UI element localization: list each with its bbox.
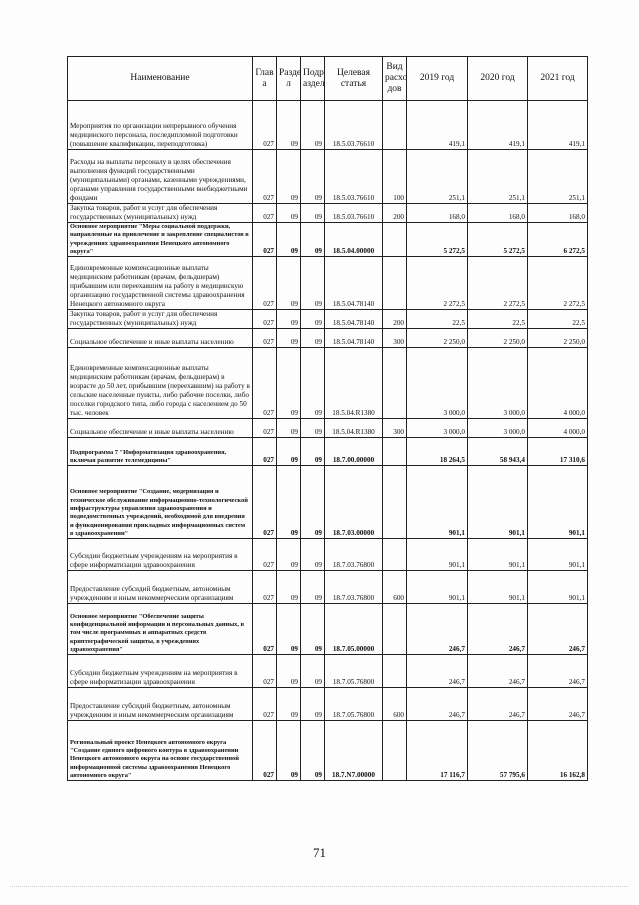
row-2020-value: 901,1 <box>468 571 528 604</box>
row-section-cell: 09 <box>277 438 301 466</box>
row-chapter-cell: 027 <box>253 721 277 781</box>
col-header-expense-type: Вид расхо дов <box>383 57 407 101</box>
row-2019-value: 3 000,0 <box>407 348 468 419</box>
row-subsection-cell: 09 <box>301 257 325 310</box>
row-2020-value: 246,7 <box>468 604 528 655</box>
row-name-cell: Основное мероприятие "Меры социальной поддержки, направленные на привлечение и закрепление специалистов в учреждениях здравоохранения Ненецкого автономного округа" <box>68 223 253 257</box>
row-section-cell: 09 <box>277 101 301 150</box>
row-2019-value: 246,7 <box>407 655 468 688</box>
row-section-cell: 09 <box>277 150 301 204</box>
row-2021-value: 901,1 <box>528 466 588 539</box>
row-subsection-cell: 09 <box>301 438 325 466</box>
row-expense-type-cell <box>383 257 407 310</box>
row-target-cell: 18.5.03.76610 <box>325 150 383 204</box>
row-2021-value: 901,1 <box>528 571 588 604</box>
row-subsection-cell: 09 <box>301 310 325 329</box>
row-2020-value: 246,7 <box>468 655 528 688</box>
table-row <box>68 348 588 419</box>
row-chapter-cell: 027 <box>253 539 277 571</box>
row-2020-value: 58 943,4 <box>468 438 528 466</box>
row-subsection-cell: 09 <box>301 223 325 257</box>
row-section-cell: 09 <box>277 539 301 571</box>
row-name-cell: Предоставление субсидий бюджетным, автономным учреждениям и иным некоммерческим организациям <box>68 688 253 721</box>
table-row <box>68 688 588 721</box>
row-expense-type-cell: 200 <box>383 204 407 223</box>
row-2019-value: 246,7 <box>407 604 468 655</box>
row-chapter-cell: 027 <box>253 655 277 688</box>
row-2019-value: 17 116,7 <box>407 721 468 781</box>
row-target-cell: 18.7.00.00000 <box>325 438 383 466</box>
row-subsection-cell: 09 <box>301 348 325 419</box>
row-subsection-cell: 09 <box>301 204 325 223</box>
row-2020-value: 2 272,5 <box>468 257 528 310</box>
row-chapter-cell: 027 <box>253 466 277 539</box>
row-name-cell: Подпрограмма 7 "Информатизация здравоохранения, включая развитие телемедицины" <box>68 438 253 466</box>
row-expense-type-cell <box>383 604 407 655</box>
row-chapter-cell: 027 <box>253 438 277 466</box>
budget-table <box>67 56 588 781</box>
row-target-cell: 18.7.05.76800 <box>325 655 383 688</box>
row-expense-type-cell <box>383 655 407 688</box>
row-2021-value: 22,5 <box>528 310 588 329</box>
row-section-cell: 09 <box>277 571 301 604</box>
row-target-cell: 18.5.04.78140 <box>325 310 383 329</box>
table-row <box>68 571 588 604</box>
row-expense-type-cell: 300 <box>383 329 407 348</box>
row-expense-type-cell <box>383 539 407 571</box>
row-chapter-cell: 027 <box>253 101 277 150</box>
row-target-cell: 18.5.04.R1380 <box>325 419 383 438</box>
row-2021-value: 2 272,5 <box>528 257 588 310</box>
row-section-cell: 09 <box>277 655 301 688</box>
row-2019-value: 2 272,5 <box>407 257 468 310</box>
row-section-cell: 09 <box>277 466 301 539</box>
row-section-cell: 09 <box>277 688 301 721</box>
row-2019-value: 168,0 <box>407 204 468 223</box>
row-2020-value: 901,1 <box>468 539 528 571</box>
row-chapter-cell: 027 <box>253 150 277 204</box>
row-expense-type-cell <box>383 101 407 150</box>
row-name-cell: Закупка товаров, работ и услуг для обеспечения государственных (муниципальных) нужд <box>68 204 253 223</box>
row-expense-type-cell: 100 <box>383 150 407 204</box>
row-2021-value: 168,0 <box>528 204 588 223</box>
row-expense-type-cell <box>383 721 407 781</box>
row-section-cell: 09 <box>277 721 301 781</box>
table-row <box>68 419 588 438</box>
row-2019-value: 246,7 <box>407 688 468 721</box>
row-2021-value: 4 000,0 <box>528 419 588 438</box>
row-subsection-cell: 09 <box>301 329 325 348</box>
row-name-cell: Мероприятия по организации непрерывного обучения медицинского персонала, последипломной подготовки (повышение квалификации, переподготовка) <box>68 101 253 150</box>
row-expense-type-cell <box>383 223 407 257</box>
row-target-cell: 18.5.03.76610 <box>325 101 383 150</box>
table-row <box>68 310 588 329</box>
row-2020-value: 57 795,6 <box>468 721 528 781</box>
row-2019-value: 901,1 <box>407 571 468 604</box>
table-row <box>68 604 588 655</box>
row-2020-value: 22,5 <box>468 310 528 329</box>
row-section-cell: 09 <box>277 604 301 655</box>
row-2019-value: 251,1 <box>407 150 468 204</box>
table-row <box>68 204 588 223</box>
table-row <box>68 257 588 310</box>
row-2021-value: 4 000,0 <box>528 348 588 419</box>
row-name-cell: Региональный проект Ненецкого автономного округа "Создание единого цифрового контура в здравоохранении Ненецкого автономного округа на основе государственной информационной системы здравоохранения Ненецкого автономного округа" <box>68 721 253 781</box>
row-target-cell: 18.7.03.00000 <box>325 466 383 539</box>
row-subsection-cell: 09 <box>301 419 325 438</box>
row-expense-type-cell <box>383 348 407 419</box>
row-2021-value: 2 250,0 <box>528 329 588 348</box>
row-2021-value: 419,1 <box>528 101 588 150</box>
row-subsection-cell: 09 <box>301 604 325 655</box>
table-row <box>68 329 588 348</box>
row-expense-type-cell <box>383 438 407 466</box>
row-2021-value: 246,7 <box>528 604 588 655</box>
row-target-cell: 18.5.04.00000 <box>325 223 383 257</box>
row-expense-type-cell <box>383 466 407 539</box>
row-name-cell: Субсидии бюджетным учреждениям на мероприятия в сфере информатизации здравоохранения <box>68 655 253 688</box>
row-target-cell: 18.5.04.78140 <box>325 329 383 348</box>
row-section-cell: 09 <box>277 348 301 419</box>
row-chapter-cell: 027 <box>253 348 277 419</box>
row-name-cell: Социальное обеспечение и иные выплаты населению <box>68 419 253 438</box>
row-subsection-cell: 09 <box>301 571 325 604</box>
row-expense-type-cell: 200 <box>383 310 407 329</box>
row-chapter-cell: 027 <box>253 257 277 310</box>
row-target-cell: 18.5.03.76610 <box>325 204 383 223</box>
table-row <box>68 721 588 781</box>
row-subsection-cell: 09 <box>301 688 325 721</box>
row-2020-value: 246,7 <box>468 688 528 721</box>
row-2021-value: 6 272,5 <box>528 223 588 257</box>
row-expense-type-cell: 300 <box>383 419 407 438</box>
col-header-chapter: Глав а <box>253 57 277 101</box>
row-subsection-cell: 09 <box>301 466 325 539</box>
row-2021-value: 16 162,8 <box>528 721 588 781</box>
row-2019-value: 5 272,5 <box>407 223 468 257</box>
row-subsection-cell: 09 <box>301 150 325 204</box>
row-chapter-cell: 027 <box>253 419 277 438</box>
col-header-2019: 2019 год <box>407 57 468 101</box>
row-2019-value: 901,1 <box>407 466 468 539</box>
table-header-row <box>68 57 588 101</box>
row-chapter-cell: 027 <box>253 604 277 655</box>
row-name-cell: Закупка товаров, работ и услуг для обеспечения государственных (муниципальных) нужд <box>68 310 253 329</box>
row-2020-value: 5 272,5 <box>468 223 528 257</box>
row-name-cell: Предоставление субсидий бюджетным, автономным учреждениям и иным некоммерческим организациям <box>68 571 253 604</box>
col-header-2020: 2020 год <box>468 57 528 101</box>
table-row <box>68 101 588 150</box>
row-chapter-cell: 027 <box>253 223 277 257</box>
table-row <box>68 438 588 466</box>
row-chapter-cell: 027 <box>253 688 277 721</box>
row-target-cell: 18.7.03.76800 <box>325 539 383 571</box>
row-target-cell: 18.5.04.R1380 <box>325 348 383 419</box>
row-2019-value: 2 250,0 <box>407 329 468 348</box>
row-2019-value: 3 000,0 <box>407 419 468 438</box>
row-subsection-cell: 09 <box>301 539 325 571</box>
row-name-cell: Расходы на выплаты персоналу в целях обеспечения выполнения функций государственными (муниципальными) органами, казенными учреждениями, органами управления государственными внебюджетными фондами <box>68 150 253 204</box>
page-bottom-rule <box>10 886 629 887</box>
row-section-cell: 09 <box>277 310 301 329</box>
col-header-target: Целевая статья <box>325 57 383 101</box>
row-target-cell: 18.7.03.76800 <box>325 571 383 604</box>
row-section-cell: 09 <box>277 257 301 310</box>
col-header-2021: 2021 год <box>528 57 588 101</box>
table-row <box>68 150 588 204</box>
row-target-cell: 18.7.05.00000 <box>325 604 383 655</box>
row-expense-type-cell: 600 <box>383 688 407 721</box>
row-2021-value: 246,7 <box>528 655 588 688</box>
row-target-cell: 18.7.05.76800 <box>325 688 383 721</box>
table-row <box>68 655 588 688</box>
row-chapter-cell: 027 <box>253 571 277 604</box>
row-2020-value: 3 000,0 <box>468 419 528 438</box>
row-chapter-cell: 027 <box>253 310 277 329</box>
row-2020-value: 251,1 <box>468 150 528 204</box>
row-2021-value: 17 310,6 <box>528 438 588 466</box>
row-subsection-cell: 09 <box>301 721 325 781</box>
row-name-cell: Социальное обеспечение и иные выплаты населению <box>68 329 253 348</box>
col-header-section: Разде л <box>277 57 301 101</box>
row-section-cell: 09 <box>277 223 301 257</box>
row-section-cell: 09 <box>277 329 301 348</box>
row-2019-value: 901,1 <box>407 539 468 571</box>
page-number: 71 <box>313 845 326 860</box>
row-2021-value: 246,7 <box>528 688 588 721</box>
row-section-cell: 09 <box>277 204 301 223</box>
row-target-cell: 18.7.N7.00000 <box>325 721 383 781</box>
row-2020-value: 3 000,0 <box>468 348 528 419</box>
table-row <box>68 539 588 571</box>
row-name-cell: Субсидии бюджетным учреждениям на мероприятия в сфере информатизации здравоохранения <box>68 539 253 571</box>
table-row <box>68 223 588 257</box>
row-name-cell: Единовременные компенсационные выплаты медицинским работникам (врачам, фельдшерам) прибывшим или переехавшим на работу в медицинскую организацию государственной системы здравоохранения Ненецкого автономного округа <box>68 257 253 310</box>
table-row <box>68 466 588 539</box>
row-subsection-cell: 09 <box>301 101 325 150</box>
row-2020-value: 168,0 <box>468 204 528 223</box>
row-2021-value: 251,1 <box>528 150 588 204</box>
row-chapter-cell: 027 <box>253 329 277 348</box>
row-section-cell: 09 <box>277 419 301 438</box>
row-2020-value: 2 250,0 <box>468 329 528 348</box>
row-2019-value: 18 264,5 <box>407 438 468 466</box>
row-2020-value: 901,1 <box>468 466 528 539</box>
row-expense-type-cell: 600 <box>383 571 407 604</box>
row-name-cell: Единовременные компенсационные выплаты медицинским работникам (врачам, фельдшерам) в возрасте до 50 лет, прибывшим (переехавшим) на работу в сельские населенные пункты, либо рабочие поселки, либо поселки городского типа, либо города с населением до 50 тыс. человек <box>68 348 253 419</box>
col-header-subsection: Подр аздел <box>301 57 325 101</box>
row-name-cell: Основное мероприятие "Создание, модернизация и техническое обслуживание информационно-технологической инфраструктуры управления здравоохранения и подведомственных учреждений, необходимой для внедрения и функционирования прикладных информационных систем в здравоохранении" <box>68 466 253 539</box>
row-2019-value: 419,1 <box>407 101 468 150</box>
row-subsection-cell: 09 <box>301 655 325 688</box>
table-body <box>68 101 588 781</box>
row-target-cell: 18.5.04.78140 <box>325 257 383 310</box>
col-header-name: Наименование <box>68 57 253 101</box>
row-2021-value: 901,1 <box>528 539 588 571</box>
row-chapter-cell: 027 <box>253 204 277 223</box>
row-name-cell: Основное мероприятие "Обеспечение защиты конфиденциальной информации и персональных данных, в том числе программных и аппаратных средств криптографической защиты, в учреждениях здравоохранения" <box>68 604 253 655</box>
row-2019-value: 22,5 <box>407 310 468 329</box>
row-2020-value: 419,1 <box>468 101 528 150</box>
